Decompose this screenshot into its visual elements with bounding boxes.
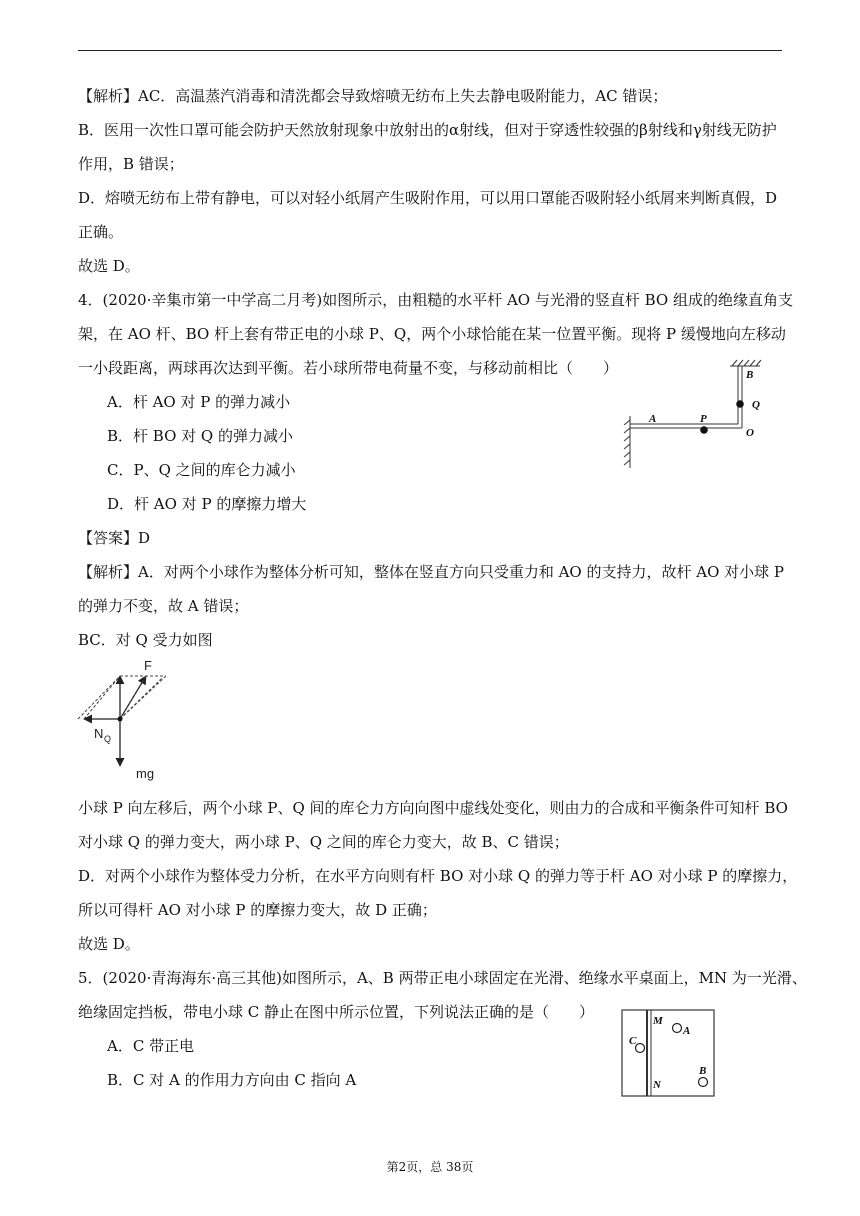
question-4-stem: 4．(2020·辛集市第一中学高二月考)如图所示，由粗糙的水平杆 AO 与光滑的竖直杆 BO 组成的绝缘直角支: [78, 291, 793, 309]
option-b: B．杆 BO 对 Q 的弹力减小: [107, 427, 293, 445]
text-line: 一小段距离，两球再次达到平衡。若小球所带电荷量不变，与移动前相比（ ）: [78, 359, 619, 377]
ball-c: [636, 1044, 645, 1053]
label-n: N: [653, 1079, 661, 1091]
label-a: A: [649, 413, 657, 425]
label-b: B: [699, 1065, 707, 1077]
label-m: M: [653, 1015, 663, 1027]
option-a: A．杆 AO 对 P 的弹力减小: [107, 393, 291, 411]
text-line: 故选 D。: [78, 935, 140, 953]
text-line: 【解析】A．对两个小球作为整体分析可知，整体在竖直方向只受重力和 AO 的支持力，故杆 AO 对小球 P: [78, 563, 785, 581]
barrier-figure: [620, 1008, 720, 1102]
label-c: C: [629, 1035, 637, 1047]
question-5-stem: 5．(2020·青海海东·高三其他)如图所示，A、B 两带正电小球固定在光滑、绝缘水平桌面上，MN 为一光滑、: [78, 969, 807, 987]
label-b: B: [746, 369, 754, 381]
text-line: 小球 P 向左移后，两个小球 P、Q 间的库仑力方向向图中虚线处变化，则由力的合成和平衡条件可知杆 BO: [78, 799, 788, 817]
text-line: 对小球 Q 的弹力变大，两小球 P、Q 之间的库仑力变大，故 B、C 错误；: [78, 833, 569, 851]
label-n: N: [94, 726, 104, 741]
label-q: Q: [752, 399, 760, 411]
text-line: 故选 D。: [78, 257, 140, 275]
text-line: 正确。: [78, 223, 124, 241]
header-rule: [78, 50, 782, 51]
force-diagram: [74, 656, 204, 786]
option-b: B．C 对 A 的作用力方向由 C 指向 A: [107, 1071, 357, 1089]
text-line: 架，在 AO 杆、BO 杆上套有带正电的小球 P、Q，两个小球恰能在某一位置平衡。现将 P 缓慢地向左移动: [78, 325, 786, 343]
text-line: 绝缘固定挡板，带电小球 C 静止在图中所示位置，下列说法正确的是（ ）: [78, 1003, 595, 1021]
option-d: D．杆 AO 对 P 的摩擦力增大: [107, 495, 307, 513]
label-o: O: [746, 427, 754, 439]
text-line: 【解析】AC．高温蒸汽消毒和清洗都会导致熔喷无纺布上失去静电吸附能力，AC 错误；: [78, 87, 668, 105]
ball-b: [699, 1078, 708, 1087]
option-a: A．C 带正电: [107, 1037, 195, 1055]
option-c: C．P、Q 之间的库仑力减小: [107, 461, 296, 479]
ball-q: [736, 400, 744, 408]
label-a: A: [683, 1025, 691, 1037]
text-line: D．对两个小球作为整体受力分析，在水平方向则有杆 BO 对小球 Q 的弹力等于杆 AO 对小球 P 的摩擦力，: [78, 867, 798, 885]
ball-a: [673, 1024, 682, 1033]
text-line: 所以可得杆 AO 对小球 P 的摩擦力变大，故 D 正确；: [78, 901, 437, 919]
text-line: D．熔喷无纺布上带有静电，可以对轻小纸屑产生吸附作用，可以用口罩能否吸附轻小纸屑来判断真假，D: [78, 189, 778, 207]
text-line: B．医用一次性口罩可能会防护天然放射现象中放射出的α射线，但对于穿透性较强的β射线和γ射线无防护: [78, 121, 777, 139]
text-line: 作用，B 错误；: [78, 155, 184, 173]
bracket-figure: [618, 358, 788, 484]
label-mg: mg: [136, 766, 155, 781]
text-line: 的弹力不变，故 A 错误；: [78, 597, 249, 615]
text-line: BC．对 Q 受力如图: [78, 631, 213, 649]
page-footer: 第2页，总 38页: [386, 1160, 474, 1174]
ball-p: [700, 426, 708, 434]
answer: 【答案】D: [78, 529, 151, 547]
label-n-subscript: Q: [104, 734, 112, 744]
label-p: P: [700, 413, 707, 425]
label-f: F: [144, 658, 152, 673]
